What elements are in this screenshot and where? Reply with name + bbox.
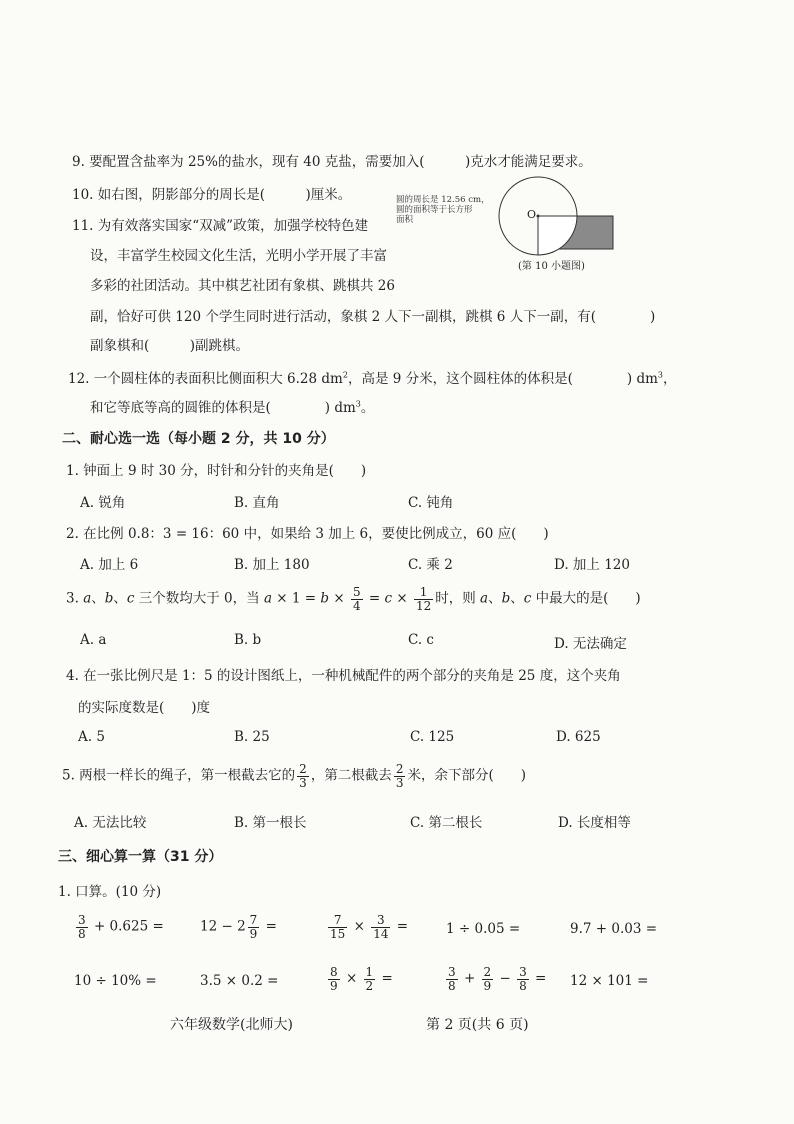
q3-text: ×: [329, 590, 349, 607]
fraction-numerator: 7: [328, 914, 347, 928]
q12-sup-volume2: 3: [355, 399, 361, 409]
s2-question-5: [62, 763, 526, 789]
fraction-numerator: 3: [371, 914, 390, 928]
fraction-numerator: 2: [483, 965, 492, 979]
fraction-numerator: 8: [330, 965, 338, 979]
calc-r2-e2: 3.5 × 0.2 =: [200, 973, 279, 989]
calc-text: 12 − 2: [200, 918, 246, 935]
calc-r1-e1: [74, 914, 164, 940]
question-10: 10. 如右图，阴影部分的周长是( )厘米。: [72, 187, 352, 203]
circle-rectangle-figure: [490, 176, 620, 256]
s2-q5-option-c: C. 第二根长: [410, 815, 483, 831]
footer-subject: 六年级数学(北师大): [170, 1017, 293, 1033]
question-12-line2: [90, 396, 374, 416]
q3-fraction-1: [351, 586, 363, 612]
calc-text: ×: [353, 918, 365, 935]
s3-sub-1: 1. 口算。(10 分): [58, 884, 162, 900]
q5-fraction-2: [394, 763, 406, 789]
calc-r2-e1: 10 ÷ 10% =: [74, 973, 157, 989]
question-11-line4: 副，恰好可供 120 个学生同时进行活动，象棋 2 人下一副棋，跳棋 6 人下一副，有( ): [90, 309, 656, 325]
fraction-denominator: 4: [352, 598, 361, 613]
question-11-line1: 11. 为有效落实国家“双减”政策，加强学校特色建: [72, 218, 369, 234]
fraction-denominator: 8: [78, 926, 86, 941]
calc-r2-e5: 12 × 101 =: [570, 973, 649, 989]
q5-text: ，第二根截去: [310, 767, 392, 784]
fraction-denominator: 9: [330, 978, 338, 993]
q3-text: =: [364, 590, 385, 607]
question-9: 9. 要配置含盐率为 25%的盐水，现有 40 克盐，需要加入( )克水才能满足要求。: [72, 154, 592, 170]
fraction-denominator: 15: [330, 926, 346, 941]
calc-text: =: [381, 970, 393, 987]
q12-text-d: 。: [360, 400, 375, 416]
s2-q1-option-b: B. 直角: [234, 495, 280, 511]
calc-text: =: [396, 918, 409, 935]
q3-var: b: [501, 590, 511, 607]
calc-r1-e3: [326, 914, 408, 940]
q3-sep: 、: [488, 590, 502, 607]
question-11-line3: 多彩的社团活动。其中棋艺社团有象棋、跳棋共 26: [90, 278, 395, 294]
question-12-line1: 12. 一个圆柱体的表面积比侧面积大 6.28 $dm^2$，高是 9 分米，这个圆柱体的体积是( ) $dm^3$，: [68, 370, 677, 387]
center-point: [537, 215, 540, 218]
s2-q2-option-d: D. 加上 120: [554, 557, 630, 573]
calc-r1-e5: 9.7 + 0.03 =: [570, 921, 658, 937]
s2-q5-option-b: B. 第一根长: [234, 815, 307, 831]
fraction-numerator: 7: [249, 913, 258, 927]
fraction-numerator: 2: [299, 762, 307, 776]
s2-q2-option-c: C. 乘 2: [408, 557, 453, 573]
question-11-line5: 副象棋和( )副跳棋。: [90, 338, 250, 354]
calc-text: +: [463, 970, 476, 987]
calc-text: −: [499, 970, 511, 987]
s2-q5-option-a: A. 无法比较: [74, 815, 147, 831]
q3-var: c: [523, 590, 532, 607]
q3-text: × 1 =: [272, 590, 321, 607]
q3-var: c: [126, 590, 135, 607]
calc-r2-e4: [444, 966, 546, 992]
q12-text-b: ，高是 9 分米，这个圆柱体的体积是( ) dm: [347, 371, 658, 387]
fraction-denominator: 9: [249, 926, 258, 941]
figure-caption-l1: 圆的周长是 12.56 cm，: [396, 195, 490, 205]
calc-text: ×: [345, 970, 358, 987]
s2-q4-option-c: C. 125: [410, 729, 455, 745]
fraction-numerator: 1: [365, 965, 374, 979]
figure-caption-l3: 面积: [396, 215, 414, 225]
center-label: O: [527, 208, 537, 221]
s2-q1-option-c: C. 钝角: [408, 495, 454, 511]
q3-var: a: [83, 590, 92, 607]
q3-sep: 、: [510, 590, 524, 607]
fraction-denominator: 8: [519, 978, 527, 993]
figure-caption: [396, 195, 490, 225]
s2-q4-option-d: D. 625: [556, 729, 601, 745]
s2-question-2: 2. 在比例 0.8：3 = 16：60 中，如果给 3 加上 6，要使比例成立，60 应( ): [66, 526, 549, 542]
calc-text: =: [535, 970, 547, 987]
calc-r1-e2: [200, 914, 277, 940]
q3-var: b: [104, 590, 114, 607]
section2-title: 二、耐心选一选（每小题 2 分，共 10 分）: [62, 431, 335, 447]
q3-fraction-2: [414, 586, 433, 612]
q3-sep: 、: [113, 590, 127, 607]
question-11-line2: 设，丰富学生校园文化生活，光明小学开展了丰富: [90, 248, 387, 264]
fraction-denominator: 12: [415, 598, 432, 613]
q3-text: 三个数均大于 0，当: [134, 590, 264, 607]
s2-question-4-line1: 4. 在一张比例尺是 1：5 的设计图纸上，一种机械配件的两个部分的夹角是 25 度，这个夹角: [66, 668, 621, 684]
fraction-numerator: 2: [395, 762, 404, 776]
q12-text-a: 12. 一个圆柱体的表面积比侧面积大 6.28 dm: [68, 371, 343, 387]
s2-q4-option-a: A. 5: [78, 729, 105, 745]
fraction-numerator: 5: [352, 585, 361, 599]
q12-sup-area: 2: [342, 370, 348, 380]
s2-question-4-line2: 的实际度数是( )度: [78, 700, 211, 716]
q3-num: 3.: [66, 590, 79, 607]
fraction-numerator: 3: [448, 965, 456, 979]
section3-title: 三、细心算一算（31 分）: [58, 849, 223, 865]
footer-page-number: 第 2 页(共 6 页): [426, 1017, 529, 1033]
s2-q1-option-a: A. 锐角: [80, 495, 126, 511]
s2-q5-option-d: D. 长度相等: [558, 815, 631, 831]
q3-text: 时，则: [435, 590, 481, 607]
s2-q3-option-c: C. c: [408, 632, 434, 648]
fraction-denominator: 14: [373, 926, 389, 941]
q3-var: c: [384, 590, 393, 607]
s2-q2-option-b: B. 加上 180: [234, 557, 310, 573]
s2-q3-option-a: A. a: [80, 632, 107, 648]
q5-fraction-1: [297, 763, 309, 789]
q5-text: 米，余下部分( ): [407, 767, 526, 784]
calc-text: + 0.625 =: [93, 918, 164, 935]
q12-sup-volume: 3: [657, 370, 663, 380]
s2-q3-option-d: D. 无法确定: [554, 636, 627, 652]
s2-q4-option-b: B. 25: [234, 729, 270, 745]
s2-question-3: [66, 586, 641, 612]
calc-r1-e4: 1 ÷ 0.05 =: [446, 921, 521, 937]
q3-text: ×: [392, 590, 412, 607]
fraction-denominator: 9: [483, 978, 492, 993]
s2-question-1: 1. 钟面上 9 时 30 分，时针和分针的夹角是( ): [66, 463, 367, 479]
figure-label: (第 10 小题图): [518, 261, 585, 272]
q12-text-c: 和它等底等高的圆锥的体积是( ) dm: [90, 400, 356, 416]
q3-var: b: [320, 590, 330, 607]
fraction-denominator: 3: [299, 775, 307, 790]
fraction-denominator: 3: [395, 775, 404, 790]
fraction-denominator: 2: [365, 978, 374, 993]
calc-r2-e3: [326, 966, 393, 992]
q3-text: 中最大的是( ): [531, 590, 641, 607]
q5-text: 5. 两根一样长的绳子，第一根截去它的: [62, 767, 296, 784]
fraction-denominator: 8: [448, 978, 456, 993]
q3-var: a: [263, 590, 272, 607]
s2-q2-option-a: A. 加上 6: [80, 557, 139, 573]
q3-sep: 、: [91, 590, 105, 607]
q3-var: a: [480, 590, 489, 607]
fraction-numerator: 3: [519, 965, 527, 979]
fraction-numerator: 1: [414, 586, 433, 600]
figure-caption-l2: 圆的面积等于长方形: [396, 205, 473, 215]
calc-text: =: [265, 918, 277, 935]
s2-q3-option-b: B. b: [234, 632, 262, 648]
fraction-numerator: 3: [78, 913, 86, 927]
